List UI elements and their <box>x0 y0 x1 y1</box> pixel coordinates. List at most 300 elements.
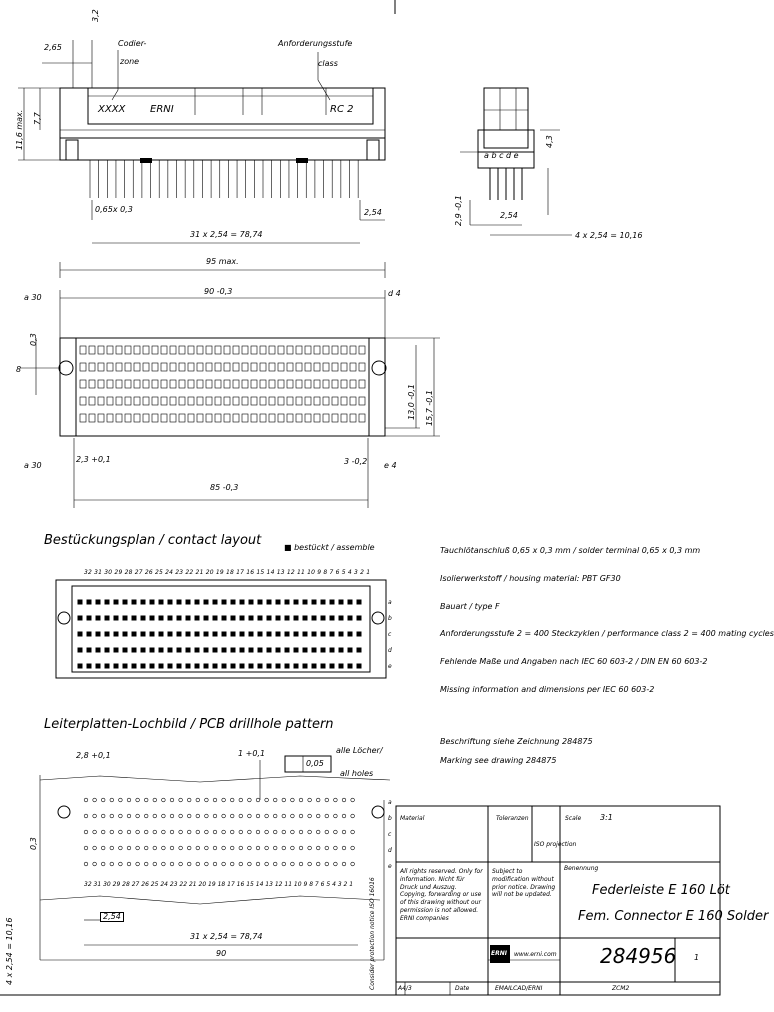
drill-hole <box>110 862 114 866</box>
row-d: d <box>388 647 392 654</box>
tb-sheet: 1 <box>694 953 700 962</box>
plan-contact <box>89 346 95 354</box>
plan-contact <box>359 363 365 371</box>
mark-rc2: RC 2 <box>330 104 354 115</box>
plan-contact <box>224 363 230 371</box>
plan-contact <box>161 346 167 354</box>
pcb-row-d: d <box>388 847 392 854</box>
plan-contact <box>323 397 329 405</box>
drill-hole <box>282 798 286 802</box>
drill-hole <box>84 814 88 818</box>
assembled-contact <box>186 600 191 605</box>
assembled-contact <box>240 648 245 653</box>
plan-contact <box>89 380 95 388</box>
plan-contact <box>179 397 185 405</box>
drill-hole <box>162 830 166 834</box>
dim-pitch-total: 31 x 2,54 = 78,74 <box>190 230 263 239</box>
drill-hole <box>136 798 140 802</box>
assembled-contact <box>132 632 137 637</box>
drill-hole <box>351 798 355 802</box>
plan-contact <box>269 414 275 422</box>
assembled-contact <box>204 648 209 653</box>
assembled-contact <box>348 632 353 637</box>
plan-contact <box>332 380 338 388</box>
assembled-contact <box>195 632 200 637</box>
plan-contact <box>287 380 293 388</box>
drill-hole <box>265 846 269 850</box>
assembled-contact <box>78 616 83 621</box>
drill-hole <box>291 862 295 866</box>
assembled-contact <box>294 648 299 653</box>
plan-contact <box>188 363 194 371</box>
drill-hole <box>101 798 105 802</box>
assembled-contact <box>123 632 128 637</box>
drill-hole <box>325 846 329 850</box>
side-row-letters: a b c d e <box>484 151 519 160</box>
assembled-contact <box>267 632 272 637</box>
plan-contact <box>296 397 302 405</box>
assembled-contact <box>312 648 317 653</box>
tb-tolerances: Toleranzen <box>496 815 529 822</box>
plan-contact <box>242 397 248 405</box>
plan-contact <box>161 414 167 422</box>
drill-hole <box>248 846 252 850</box>
assembled-contact <box>96 600 101 605</box>
label-class: class <box>318 59 338 68</box>
assembled-contact <box>249 664 254 669</box>
dim-3: 3 -0,2 <box>344 457 368 466</box>
drill-hole <box>342 862 346 866</box>
dim-15-7: 15,7 -0,1 <box>425 390 434 426</box>
plan-contact <box>233 397 239 405</box>
drill-hole <box>119 846 123 850</box>
plan-contact <box>170 363 176 371</box>
drill-hole <box>334 830 338 834</box>
plan-contact <box>107 346 113 354</box>
drill-hole <box>291 830 295 834</box>
assembled-contact <box>312 600 317 605</box>
assembled-contact <box>132 600 137 605</box>
drill-hole <box>239 862 243 866</box>
plan-contact <box>305 363 311 371</box>
pcb-pattern-drawing <box>40 756 390 960</box>
dim-pcb-0-3: 0,3 <box>29 837 38 850</box>
assembled-contact <box>303 664 308 669</box>
tb-title-en: Fem. Connector E 160 Solder <box>578 909 769 924</box>
assembled-contact <box>267 664 272 669</box>
assembled-contact <box>159 616 164 621</box>
plan-contact <box>296 363 302 371</box>
assembled-contact <box>141 616 146 621</box>
plan-contact <box>206 380 212 388</box>
plan-contact <box>224 414 230 422</box>
contact-layout-heading: Bestückungsplan / contact layout <box>44 533 262 548</box>
plan-contact <box>341 363 347 371</box>
drill-hole <box>136 846 140 850</box>
drill-hole <box>162 798 166 802</box>
mark-erni: ERNI <box>150 104 174 115</box>
drill-hole <box>127 862 131 866</box>
assembled-contact <box>249 616 254 621</box>
assembled-contact <box>258 648 263 653</box>
tb-website: www.erni.com <box>514 951 557 958</box>
assembled-contact <box>321 616 326 621</box>
plan-contact <box>134 397 140 405</box>
tb-material: Material <box>400 815 425 822</box>
drill-hole <box>334 798 338 802</box>
drill-hole <box>308 830 312 834</box>
assembled-contact <box>204 616 209 621</box>
drill-hole <box>325 830 329 834</box>
drill-hole <box>213 814 217 818</box>
drill-hole <box>179 798 183 802</box>
assembled-contact <box>339 632 344 637</box>
plan-contact <box>197 363 203 371</box>
drill-hole <box>248 862 252 866</box>
drill-hole <box>351 846 355 850</box>
drill-hole <box>308 798 312 802</box>
assembled-contact <box>96 648 101 653</box>
assembled-contact <box>78 600 83 605</box>
drill-hole <box>256 862 260 866</box>
plan-contact <box>98 397 104 405</box>
drill-hole <box>84 846 88 850</box>
assembled-contact <box>258 664 263 669</box>
assembled-contact <box>132 648 137 653</box>
drill-hole <box>222 846 226 850</box>
plan-contact <box>215 346 221 354</box>
plan-contact <box>251 363 257 371</box>
contact-layout-legend: ■ bestückt / assemble <box>284 543 375 552</box>
plan-contact <box>305 380 311 388</box>
plan-contact <box>260 380 266 388</box>
plan-contact <box>197 397 203 405</box>
plan-contact <box>332 414 338 422</box>
plan-contact <box>296 414 302 422</box>
drill-hole <box>230 798 234 802</box>
assembled-contact <box>141 600 146 605</box>
plan-contact <box>269 397 275 405</box>
plan-contact <box>206 414 212 422</box>
assembled-contact <box>276 664 281 669</box>
tb-drawing-number: 284956 <box>600 944 677 968</box>
assembled-contact <box>186 664 191 669</box>
dim-pcb-rows: 4 x 2,54 = 10,16 <box>5 917 14 985</box>
plan-contact <box>242 380 248 388</box>
plan-contact <box>260 397 266 405</box>
assembled-contact <box>249 600 254 605</box>
drill-hole <box>162 846 166 850</box>
note-type: Bauart / type F <box>440 602 500 611</box>
plan-contact <box>179 380 185 388</box>
plan-contact <box>161 397 167 405</box>
tb-footer-code: ZCM2 <box>612 985 630 992</box>
plan-contact <box>80 414 86 422</box>
plan-contact <box>287 346 293 354</box>
drill-hole <box>101 814 105 818</box>
dim-11-6: 11,6 max. <box>15 109 24 150</box>
dim-drill-1: 1 +0,1 <box>238 749 266 758</box>
plan-contact <box>188 380 194 388</box>
plan-contact <box>233 380 239 388</box>
assembled-contact <box>204 600 209 605</box>
plan-contact <box>278 346 284 354</box>
drill-hole <box>316 798 320 802</box>
assembled-contact <box>168 632 173 637</box>
drill-hole <box>205 814 209 818</box>
drill-hole <box>136 814 140 818</box>
drill-hole <box>144 830 148 834</box>
plan-contact <box>215 397 221 405</box>
plan-contact <box>314 380 320 388</box>
assembled-contact <box>321 664 326 669</box>
assembled-contact <box>168 600 173 605</box>
mark-xxxx: XXXX <box>98 104 126 115</box>
assembled-contact <box>357 632 362 637</box>
dim-85: 85 -0,3 <box>210 483 239 492</box>
drill-hole <box>291 798 295 802</box>
plan-contact <box>251 397 257 405</box>
plan-contact <box>278 414 284 422</box>
drill-hole <box>299 830 303 834</box>
assembled-contact <box>168 648 173 653</box>
pcb-row-c: c <box>388 831 392 838</box>
drill-hole <box>308 862 312 866</box>
drill-hole <box>334 846 338 850</box>
drill-hole <box>196 862 200 866</box>
plan-contact <box>278 380 284 388</box>
drill-hole <box>316 862 320 866</box>
assembled-contact <box>240 600 245 605</box>
assembled-contact <box>231 616 236 621</box>
assembled-contact <box>339 664 344 669</box>
assembled-contact <box>240 664 245 669</box>
plan-contact <box>125 346 131 354</box>
tb-subject: Subject to modification without prior notice. Drawing will not be updated. <box>492 868 556 899</box>
assembled-contact <box>258 600 263 605</box>
plan-contact <box>341 380 347 388</box>
row-e: e <box>388 663 392 670</box>
plan-contact <box>260 363 266 371</box>
plan-contact <box>215 380 221 388</box>
plan-contact <box>80 346 86 354</box>
plan-contact <box>323 346 329 354</box>
assembled-contact <box>294 600 299 605</box>
assembled-contact <box>186 616 191 621</box>
assembled-contact <box>222 648 227 653</box>
drill-hole <box>187 798 191 802</box>
plan-contact <box>116 414 122 422</box>
dim-4-3: 4,3 <box>545 135 554 148</box>
assembled-contact <box>177 616 182 621</box>
drill-hole <box>273 830 277 834</box>
note-standard-en: Missing information and dimensions per IEC 60 603-2 <box>440 685 655 694</box>
plan-contact <box>233 414 239 422</box>
plan-contact <box>278 397 284 405</box>
assembled-contact <box>114 632 119 637</box>
drill-hole <box>248 798 252 802</box>
drill-hole <box>119 830 123 834</box>
plan-contact <box>134 380 140 388</box>
tb-rights: All rights reserved. Only for information. Nicht für Druck und Auszug. Copying, forwarding or use of this drawing without our permission is not allowed. ERNI companies <box>400 868 483 922</box>
assembled-contact <box>312 664 317 669</box>
assembled-contact <box>204 632 209 637</box>
assembled-contact <box>213 600 218 605</box>
plan-contact <box>107 363 113 371</box>
drill-hole <box>230 846 234 850</box>
plan-contact <box>143 414 149 422</box>
row-c: c <box>388 631 392 638</box>
drill-hole <box>239 814 243 818</box>
assembled-contact <box>123 648 128 653</box>
assembled-contact <box>339 616 344 621</box>
drill-hole <box>179 846 183 850</box>
drill-hole <box>127 798 131 802</box>
drill-hole <box>170 846 174 850</box>
plan-contact <box>125 414 131 422</box>
drill-hole <box>239 798 243 802</box>
assembled-contact <box>105 648 110 653</box>
drill-hole <box>222 830 226 834</box>
assembled-contact <box>159 648 164 653</box>
plan-contact <box>161 363 167 371</box>
assembled-contact <box>177 648 182 653</box>
plan-contact <box>305 346 311 354</box>
plan-contact <box>350 363 356 371</box>
dim-2-65: 2,65 <box>44 43 62 52</box>
drill-hole <box>316 846 320 850</box>
assembled-contact <box>303 616 308 621</box>
drill-hole <box>127 846 131 850</box>
plan-contact <box>98 363 104 371</box>
drill-hole <box>179 814 183 818</box>
angle-d4: d 4 <box>388 289 401 298</box>
drill-hole <box>119 862 123 866</box>
dim-pcb-2-54: 2,54 <box>100 912 124 922</box>
assembled-contact <box>222 632 227 637</box>
assembled-contact <box>321 632 326 637</box>
assembled-contact <box>249 632 254 637</box>
assembled-contact <box>222 600 227 605</box>
angle-a30-bottom: a 30 <box>24 461 42 470</box>
assembled-contact <box>195 616 200 621</box>
assembled-contact <box>294 616 299 621</box>
assembled-contact <box>78 632 83 637</box>
drill-hole <box>153 846 157 850</box>
assembled-contact <box>285 664 290 669</box>
plan-contact <box>224 397 230 405</box>
assembled-contact <box>330 648 335 653</box>
plan-contact <box>80 380 86 388</box>
plan-contact <box>332 397 338 405</box>
pcb-heading: Leiterplatten-Lochbild / PCB drillhole pattern <box>44 717 334 732</box>
assembled-contact <box>141 648 146 653</box>
tb-title-de: Federleiste E 160 Löt <box>592 883 730 898</box>
drill-hole <box>230 830 234 834</box>
drill-hole <box>93 830 97 834</box>
plan-contact <box>125 397 131 405</box>
dim-3-2: 3,2 <box>91 9 100 22</box>
drill-hole <box>222 814 226 818</box>
drill-hole <box>325 814 329 818</box>
drill-hole <box>213 830 217 834</box>
plan-contact <box>80 363 86 371</box>
drill-hole <box>334 814 338 818</box>
tb-brand: ERNI <box>491 950 507 957</box>
plan-contact <box>107 397 113 405</box>
drill-hole <box>273 814 277 818</box>
drill-hole <box>222 862 226 866</box>
assembled-contact <box>312 616 317 621</box>
drill-hole <box>239 830 243 834</box>
assembled-contact <box>123 616 128 621</box>
plan-contact <box>116 363 122 371</box>
plan-contact <box>251 380 257 388</box>
drill-hole <box>282 814 286 818</box>
assembled-contact <box>231 664 236 669</box>
drill-hole <box>119 798 123 802</box>
drill-hole <box>136 862 140 866</box>
drill-hole <box>282 846 286 850</box>
drill-hole <box>153 814 157 818</box>
dim-2-54: 2,54 <box>364 208 382 217</box>
tb-projection: ISO projection <box>534 841 577 848</box>
plan-contact <box>359 397 365 405</box>
plan-contact <box>206 363 212 371</box>
assembled-contact <box>177 600 182 605</box>
plan-contact <box>296 346 302 354</box>
assembled-contact <box>303 648 308 653</box>
angle-e4: e 4 <box>384 461 397 470</box>
assembled-contact <box>222 616 227 621</box>
plan-contact <box>80 397 86 405</box>
drill-hole <box>230 814 234 818</box>
plan-contact <box>179 346 185 354</box>
drill-hole <box>230 862 234 866</box>
drill-hole <box>187 846 191 850</box>
assembled-contact <box>276 632 281 637</box>
drill-hole <box>299 814 303 818</box>
drill-hole <box>110 814 114 818</box>
plan-contact <box>323 380 329 388</box>
assembled-contact <box>312 632 317 637</box>
plan-contact <box>269 346 275 354</box>
plan-contact <box>179 414 185 422</box>
note-terminal: Tauchlötanschluß 0,65 x 0,3 mm / solder terminal 0,65 x 0,3 mm <box>440 546 701 555</box>
assembled-contact <box>285 616 290 621</box>
drill-hole <box>196 830 200 834</box>
drill-hole <box>308 814 312 818</box>
drill-hole <box>196 814 200 818</box>
assembled-contact <box>294 632 299 637</box>
label-anforderungsstufe: Anforderungsstufe <box>278 39 353 48</box>
assembled-contact <box>294 664 299 669</box>
note-standard-de: Fehlende Maße und Angaben nach IEC 60 603-2 / DIN EN 60 603-2 <box>440 657 708 666</box>
drill-hole <box>299 798 303 802</box>
plan-contact <box>287 397 293 405</box>
plan-contact <box>143 346 149 354</box>
plan-contact <box>134 346 140 354</box>
assembled-contact <box>348 600 353 605</box>
assembled-contact <box>330 616 335 621</box>
drill-hole <box>93 798 97 802</box>
assembled-contact <box>357 616 362 621</box>
assembled-contact <box>78 648 83 653</box>
drill-hole <box>93 862 97 866</box>
assembled-contact <box>150 648 155 653</box>
plan-contact <box>179 363 185 371</box>
drill-hole <box>342 830 346 834</box>
